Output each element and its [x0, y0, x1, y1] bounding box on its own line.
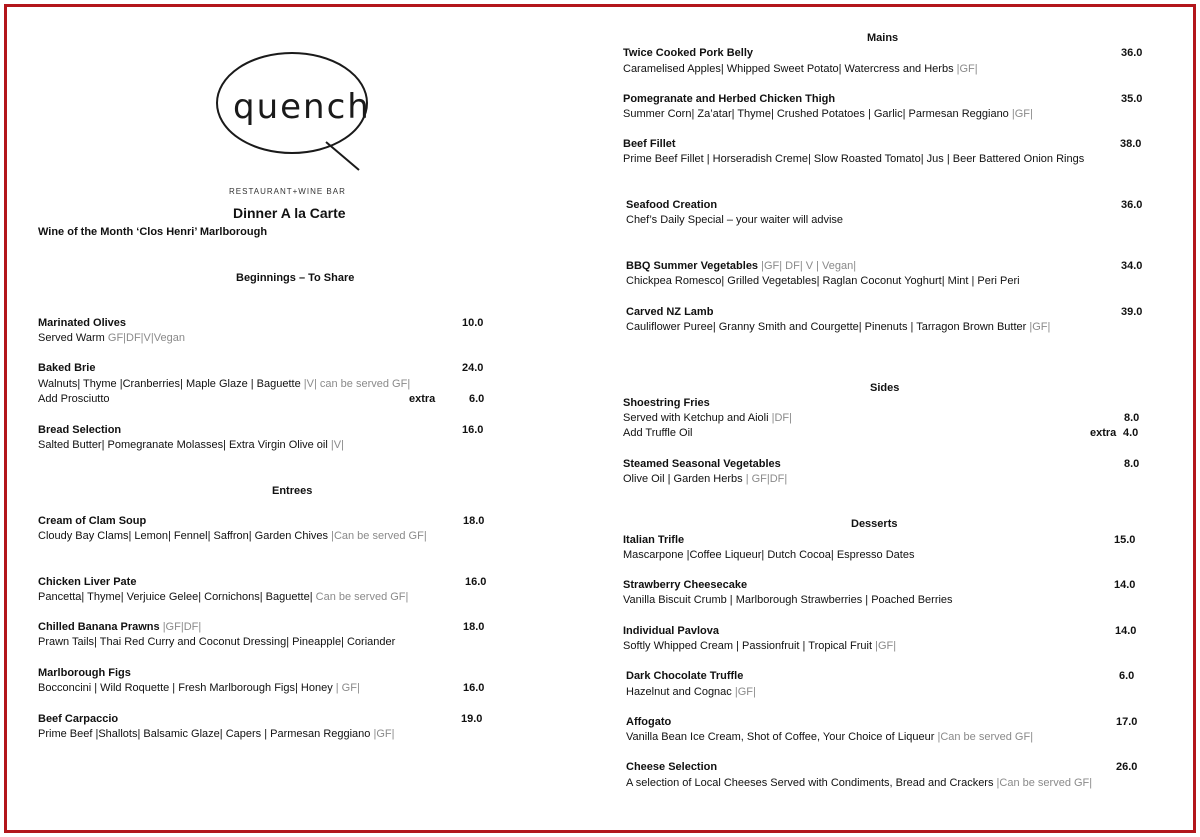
item-price: 38.0: [1120, 138, 1142, 150]
dietary-tag: | GF|DF|: [745, 473, 788, 485]
item-price: 18.0: [463, 621, 485, 633]
item-name: Strawberry Cheesecake: [623, 579, 748, 591]
item-description: Walnuts| Thyme |Cranberries| Maple Glaze | Baguette |V| can be served GF|: [38, 378, 411, 390]
item-price: 17.0: [1116, 716, 1138, 728]
item-description: Served with Ketchup and Aioli |DF|: [623, 412, 792, 424]
dietary-tag: |GF|: [956, 63, 978, 75]
item-name: Beef Fillet: [623, 138, 676, 150]
item-description: Pancetta| Thyme| Verjuice Gelee| Cornichons| Baguette| Can be served GF|: [38, 591, 409, 603]
item-description: Chef’s Daily Special – your waiter will advise: [626, 214, 844, 226]
item-price: 8.0: [1124, 412, 1140, 424]
addon-price: 6.0: [469, 393, 485, 405]
item-name: Twice Cooked Pork Belly: [623, 47, 754, 59]
item-price: 16.0: [462, 424, 484, 436]
dietary-tag: |V| can be served GF|: [303, 378, 411, 390]
section-title-entrees: Entrees: [272, 485, 313, 497]
item-description: Bocconcini | Wild Roquette | Fresh Marlborough Figs| Honey | GF|: [38, 682, 360, 694]
item-price: 36.0: [1121, 199, 1143, 211]
item-name: Marlborough Figs: [38, 667, 131, 679]
dietary-tag: |GF|: [734, 686, 756, 698]
item-price: 35.0: [1121, 93, 1143, 105]
item-description: Prime Beef |Shallots| Balsamic Glaze| Capers | Parmesan Reggiano |GF|: [38, 728, 395, 740]
item-price: 24.0: [462, 362, 484, 374]
item-price: 8.0: [1124, 458, 1140, 470]
dietary-tag: |V|: [330, 439, 344, 451]
item-description: Vanilla Biscuit Crumb | Marlborough Strawberries | Poached Berries: [623, 594, 953, 606]
item-name: Dark Chocolate Truffle: [626, 670, 744, 682]
item-price: 16.0: [465, 576, 487, 588]
item-description: Cloudy Bay Clams| Lemon| Fennel| Saffron| Garden Chives |Can be served GF|: [38, 530, 427, 542]
item-description: Served Warm GF|DF|V|Vegan: [38, 332, 185, 344]
item-price: 16.0: [463, 682, 485, 694]
item-name: Cheese Selection: [626, 761, 718, 773]
item-description: Caramelised Apples| Whipped Sweet Potato| Watercress and Herbs |GF|: [623, 63, 978, 75]
dietary-tag: |GF|: [1029, 321, 1051, 333]
dietary-tag: |GF|: [1011, 108, 1033, 120]
item-price: 18.0: [463, 515, 485, 527]
item-name: Steamed Seasonal Vegetables: [623, 458, 781, 470]
item-description: Olive Oil | Garden Herbs | GF|DF|: [623, 473, 788, 485]
item-name: Italian Trifle: [623, 534, 685, 546]
dietary-tag: |DF|: [771, 412, 792, 424]
item-name: Bread Selection: [38, 424, 122, 436]
item-description: Cauliflower Puree| Granny Smith and Courgette| Pinenuts | Tarragon Brown Butter |GF|: [626, 321, 1051, 333]
item-name: Shoestring Fries: [623, 397, 710, 409]
section-title-mains: Mains: [867, 32, 899, 44]
dietary-tag: |GF|DF|: [162, 621, 202, 633]
item-name: Affogato: [626, 716, 672, 728]
item-price: 6.0: [1119, 670, 1135, 682]
addon-extra-label: extra: [1090, 427, 1117, 439]
dietary-tag: |Can be served GF|: [331, 530, 427, 542]
item-price: 34.0: [1121, 260, 1143, 272]
item-description: Vanilla Bean Ice Cream, Shot of Coffee, Your Choice of Liqueur |Can be served GF|: [626, 731, 1034, 743]
addon-price: 4.0: [1123, 427, 1139, 439]
item-description: Mascarpone |Coffee Liqueur| Dutch Cocoa| Espresso Dates: [623, 549, 915, 561]
section-title-sides: Sides: [870, 382, 900, 394]
addon-extra-label: extra: [409, 393, 436, 405]
item-price: 14.0: [1114, 579, 1136, 591]
item-description: Chickpea Romesco| Grilled Vegetables| Raglan Coconut Yoghurt| Mint | Peri Peri: [626, 275, 1020, 287]
dietary-tag: |Can be served GF|: [937, 731, 1034, 743]
dietary-tag: | GF|: [335, 682, 360, 694]
item-description: Softly Whipped Cream | Passionfruit | Tropical Fruit |GF|: [623, 640, 897, 652]
addon-label: Add Prosciutto: [38, 393, 110, 405]
item-name: BBQ Summer Vegetables |GF| DF| V | Vegan|: [626, 260, 857, 272]
section-title-desserts: Desserts: [851, 518, 898, 530]
dietary-tag: Can be served GF|: [315, 591, 409, 603]
item-name: Carved NZ Lamb: [626, 306, 714, 318]
item-name: Pomegranate and Herbed Chicken Thigh: [623, 93, 836, 105]
item-name: Individual Pavlova: [623, 625, 719, 637]
item-name: Beef Carpaccio: [38, 713, 119, 725]
item-description: Prawn Tails| Thai Red Curry and Coconut Dressing| Pineapple| Coriander: [38, 636, 396, 648]
item-name: Chilled Banana Prawns |GF|DF|: [38, 621, 202, 633]
item-description: Hazelnut and Cognac |GF|: [626, 686, 756, 698]
dietary-tag: |GF|: [373, 728, 395, 740]
item-price: 15.0: [1114, 534, 1136, 546]
dietary-tag: GF|DF|V|Vegan: [107, 332, 185, 344]
item-price: 39.0: [1121, 306, 1143, 318]
item-description: A selection of Local Cheeses Served with Condiments, Bread and Crackers |Can be served GF|: [626, 777, 1093, 789]
item-name: Chicken Liver Pate: [38, 576, 137, 588]
dietary-tag: |GF| DF| V | Vegan|: [761, 260, 857, 272]
logo-tagline: RESTAURANT+WINE BAR: [229, 187, 346, 196]
section-title-beginnings: Beginnings – To Share: [236, 272, 355, 284]
item-price: 14.0: [1115, 625, 1137, 637]
item-price: 26.0: [1116, 761, 1138, 773]
item-price: 10.0: [462, 317, 484, 329]
logo-wordmark: quench: [233, 87, 371, 127]
item-price: 36.0: [1121, 47, 1143, 59]
dietary-tag: |Can be served GF|: [996, 777, 1093, 789]
dietary-tag: |GF|: [875, 640, 897, 652]
page-frame: [4, 4, 1196, 833]
wine-of-month: Wine of the Month ‘Clos Henri’ Marlborough: [38, 226, 268, 238]
item-name: Marinated Olives: [38, 317, 127, 329]
item-description: Salted Butter| Pomegranate Molasses| Extra Virgin Olive oil |V|: [38, 439, 344, 451]
addon-label: Add Truffle Oil: [623, 427, 693, 439]
menu-title: Dinner A la Carte: [233, 205, 346, 221]
item-description: Prime Beef Fillet | Horseradish Creme| Slow Roasted Tomato| Jus | Beer Battered Onion Rings: [623, 153, 1085, 165]
item-name: Seafood Creation: [626, 199, 718, 211]
item-name: Cream of Clam Soup: [38, 515, 147, 527]
item-description: Summer Corn| Za’atar| Thyme| Crushed Potatoes | Garlic| Parmesan Reggiano |GF|: [623, 108, 1033, 120]
item-price: 19.0: [461, 713, 483, 725]
item-name: Baked Brie: [38, 362, 96, 374]
